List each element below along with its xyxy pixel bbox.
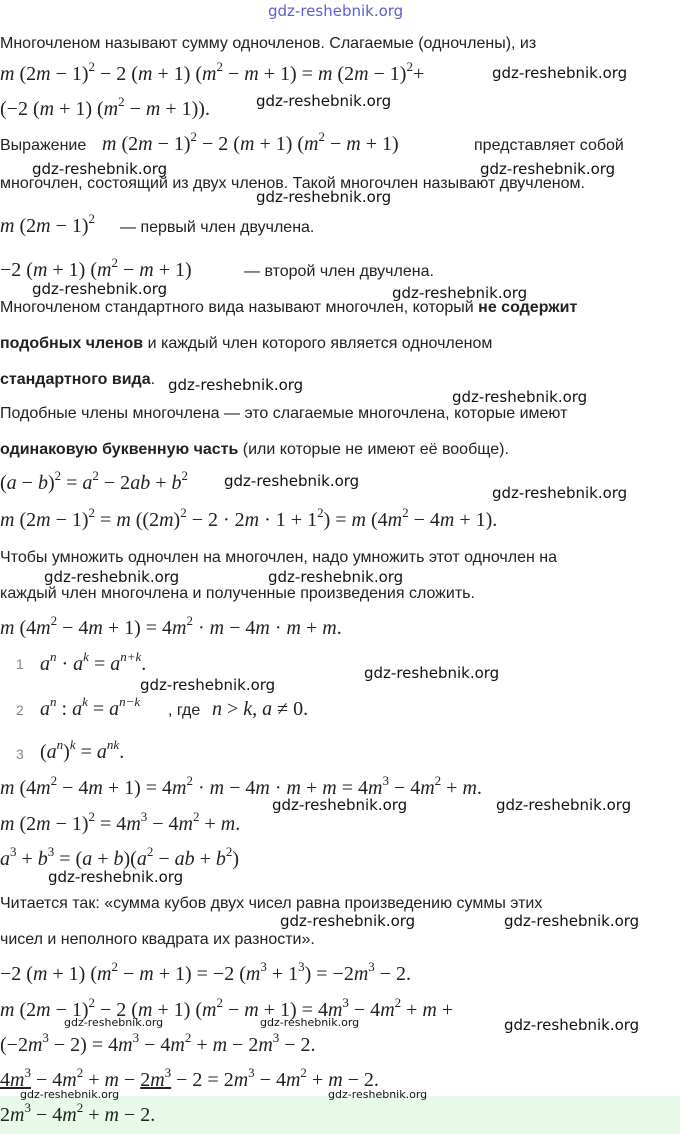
- combine-step-2: $(-2m^3 - 2) = 4m^3 - 4m^2 + m - 2m^3 - 2$.: [0, 1029, 316, 1056]
- watermark: gdz-reshebnik.org: [492, 484, 628, 502]
- watermark: gdz-reshebnik.org: [32, 160, 168, 178]
- watermark: gdz-reshebnik.org: [496, 796, 632, 814]
- formula-split: m $(2m - 1)^2 - 2$ (m + 1) $(m^2 - m + 1) = m$ $(2m - 1)^2+$: [0, 58, 425, 85]
- combine-step-1: m $(2m - 1)^2 - 2$ (m + 1) $(m^2 - m + 1) = 4m^3 - 4m^2 + m$ +: [0, 994, 454, 1021]
- watermark-small: gdz-reshebnik.org: [260, 1016, 360, 1029]
- rule-number-2: 2: [16, 702, 24, 718]
- watermark: gdz-reshebnik.org: [272, 796, 408, 814]
- standard-form-definition-end: стандартного вида.: [0, 371, 156, 388]
- square-difference-formula: $(a - b)^2 = a^2 - 2ab + b^2$: [0, 467, 188, 494]
- watermark: gdz-reshebnik.org: [256, 188, 392, 206]
- watermark: gdz-reshebnik.org: [268, 568, 404, 586]
- watermark: gdz-reshebnik.org: [32, 280, 168, 298]
- watermark: gdz-reshebnik.org: [168, 376, 304, 394]
- sum-of-cubes-formula: $a^3 + b^3 = (a + b)(a^2$ − ab + $b^2$): [0, 843, 240, 870]
- watermark: gdz-reshebnik.org: [280, 912, 416, 930]
- expression-formula: m $(2m - 1)^2 - 2$ (m + 1) $(m^2 - m + 1)$: [102, 128, 399, 155]
- second-term-formula: −2 (m + 1) $(m^2 - m + 1)$: [0, 254, 192, 281]
- standard-form-definition: Многочленом стандартного вида называют многочлен, который не содержит: [0, 299, 578, 316]
- second-term-label: — второй член двучлена.: [244, 263, 434, 280]
- second-term-result: −2 (m + 1) $(m^2 - m + 1) = -2$ $(m^3 + 1^3) = -2m^3 - 2$.: [0, 958, 412, 985]
- power-rule-quotient: $a^n$ : $a^k = a^{n-k}$: [40, 693, 141, 720]
- power-rule-condition: n > k, a ≠ 0.: [212, 698, 309, 720]
- watermark: gdz-reshebnik.org: [492, 64, 628, 82]
- combine-step-3: $4m^3 - 4m^2 + m - 2m^3 - 2 = 2m^3 - 4m^2 + m - 2$.: [0, 1064, 379, 1091]
- watermark: gdz-reshebnik.org: [452, 388, 588, 406]
- watermark: gdz-reshebnik.org: [364, 664, 500, 682]
- power-rule-product: $a^n \cdot a^k = a^{n+k}$.: [40, 648, 147, 675]
- watermark: gdz-reshebnik.org: [480, 160, 616, 178]
- like-terms-definition: Подобные члены многочлена — это слагаемые многочлена, которые имеют: [0, 405, 568, 422]
- sum-of-cubes-reading-cont: чисел и неполного квадрата их разности».: [0, 931, 315, 948]
- power-rule-power: $(a^n)^k = a^{nk}$.: [40, 736, 125, 763]
- watermark: gdz-reshebnik.org: [504, 1016, 640, 1034]
- final-answer: $2m^3 - 4m^2 + m - 2$.: [0, 1099, 156, 1126]
- watermark: gdz-reshebnik.org: [48, 868, 184, 886]
- rule-number-1: 1: [16, 656, 24, 672]
- watermark: gdz-reshebnik.org: [140, 676, 276, 694]
- first-term-label: — первый член двучлена.: [120, 219, 315, 236]
- standard-form-definition-cont: подобных членов и каждый член которого является одночленом: [0, 335, 493, 352]
- watermark: gdz-reshebnik.org: [392, 284, 528, 302]
- watermark: gdz-reshebnik.org: [224, 472, 360, 490]
- watermark-small: gdz-reshebnik.org: [64, 1016, 164, 1029]
- binomial-definition: многочлен, состоящий из двух членов. Такой многочлен называют двучленом.: [0, 175, 585, 192]
- like-terms-definition-cont: одинаковую буквенную часть (или которые не имеют её вообще).: [0, 441, 509, 458]
- square-expansion: m $(2m - 1)^2 = m$ $((2m)^2 - 2 \cdot 2m \cdot 1 + 1^2) = m$ $(4m^2 - 4m + 1)$.: [0, 504, 498, 531]
- watermark-small: gdz-reshebnik.org: [20, 1088, 120, 1101]
- expression-tail: представляет собой: [474, 137, 624, 154]
- first-term-result: m $(2m - 1)^2 = 4m^3 - 4m^2 + m$.: [0, 808, 241, 835]
- distribute-result: m $(4m^2 - 4m + 1) = 4m^2 \cdot m - 4m \cdot m + m = 4m^3 - 4m^2 + m$.: [0, 772, 482, 799]
- multiplication-rule-cont: каждый член многочлена и полученные произведения сложить.: [0, 585, 475, 602]
- definition-polynomial: Многочленом называют сумму одночленов. Слагаемые (одночлены), из: [0, 35, 537, 52]
- first-term-formula: m $(2m - 1)^2$: [0, 210, 96, 237]
- rule-number-3: 3: [16, 746, 24, 762]
- watermark-small: gdz-reshebnik.org: [328, 1088, 428, 1101]
- watermark-top: gdz-reshebnik.org: [268, 2, 404, 20]
- distribute-formula: m $(4m^2 - 4m + 1) = 4m^2 \cdot m - 4m \cdot m + m$.: [0, 612, 342, 639]
- multiplication-rule: Чтобы умножить одночлен на многочлен, надо умножить этот одночлен на: [0, 549, 557, 566]
- watermark: gdz-reshebnik.org: [256, 92, 392, 110]
- power-rule-condition-label: , где: [168, 702, 201, 719]
- sum-of-cubes-reading: Читается так: «сумма кубов двух чисел равна произведению суммы этих: [0, 895, 543, 912]
- formula-split-cont: (−2 (m + 1) $(m^2 - m + 1)$).: [0, 93, 210, 120]
- watermark: gdz-reshebnik.org: [44, 568, 180, 586]
- expression-label: Выражение: [0, 137, 87, 154]
- watermark: gdz-reshebnik.org: [504, 912, 640, 930]
